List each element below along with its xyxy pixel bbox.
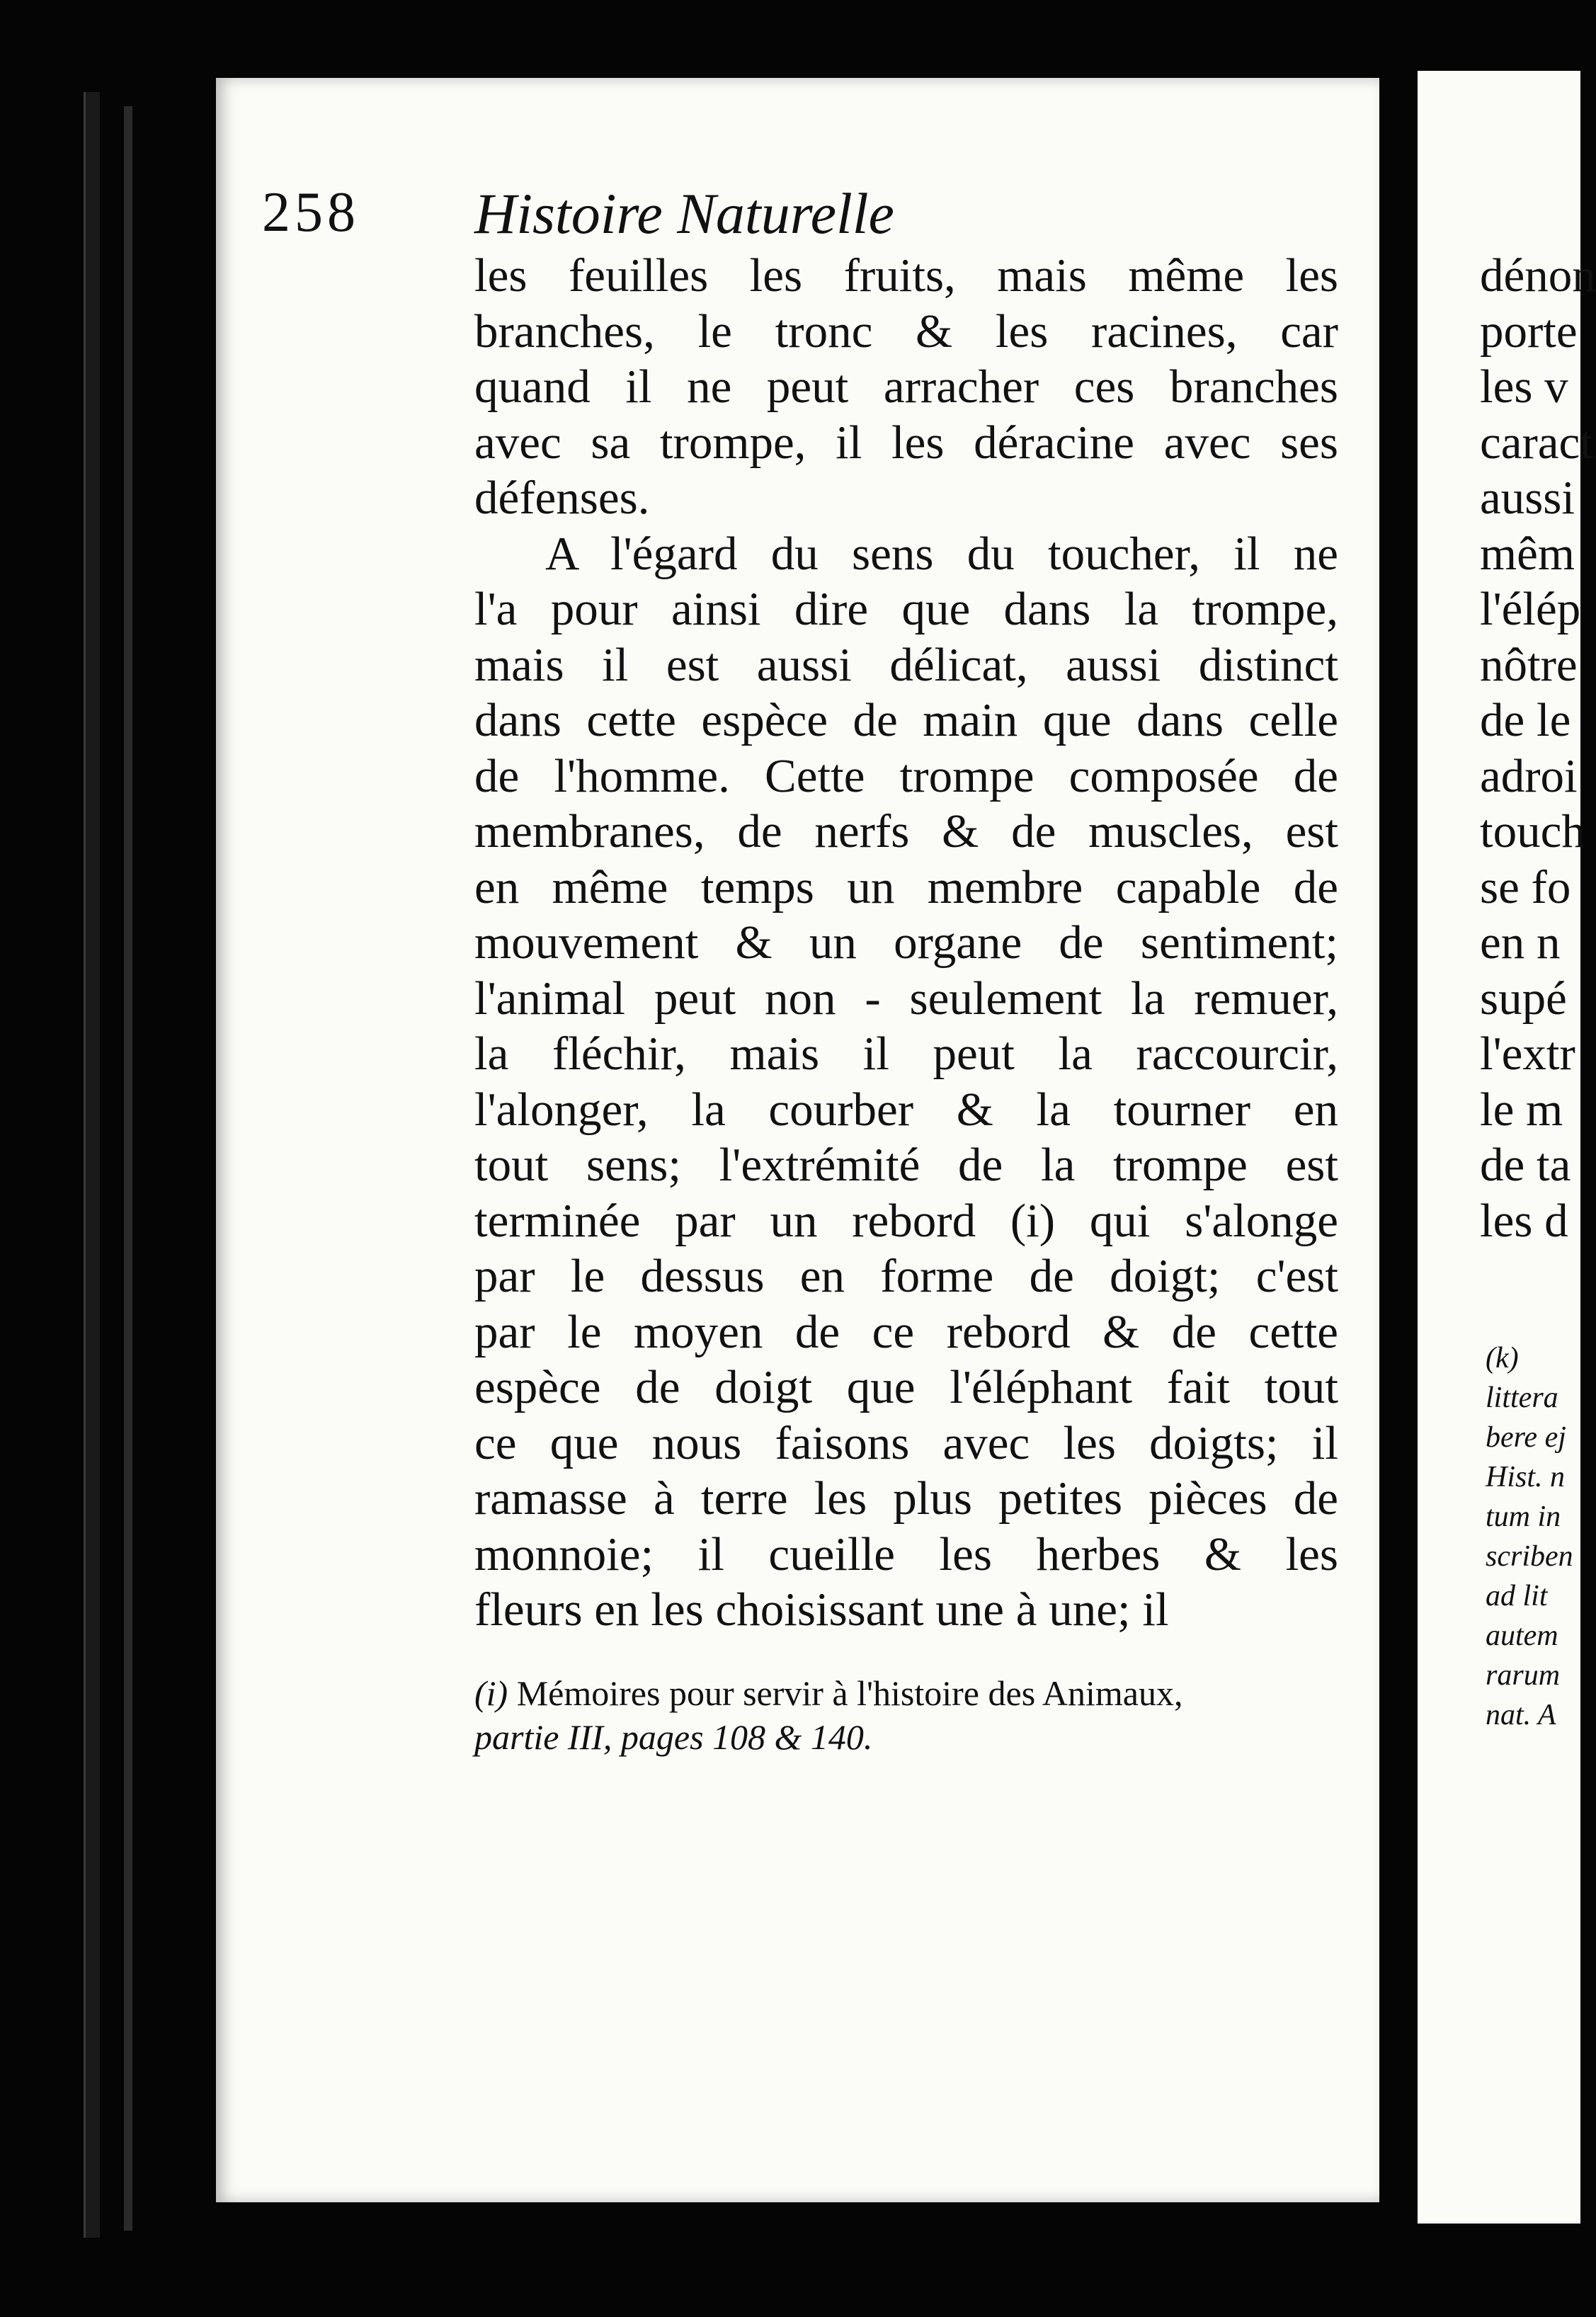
text-line: dans cette espèce de main que dans celle — [474, 694, 1338, 746]
right-text-line: supé — [1480, 972, 1567, 1025]
text-line: ramasse à terre les plus petites pièces de — [474, 1472, 1338, 1525]
text-line: ce que nous faisons avec les doigts; il — [474, 1416, 1338, 1469]
footnote-text: Mémoires pour servir à l'histoire des Animaux, — [516, 1673, 1183, 1713]
right-text-line: en n — [1480, 916, 1561, 969]
right-text-line: nôtre — [1480, 638, 1578, 691]
right-text-line: de le — [1480, 694, 1571, 746]
right-text-line: l'extr — [1480, 1027, 1575, 1080]
text-line: quand il ne peut arracher ces branches — [474, 360, 1338, 413]
right-text-line: caract — [1480, 416, 1593, 469]
running-title: Histoire Naturelle — [474, 181, 894, 246]
text-line: de l'homme. Cette trompe composée de — [474, 749, 1338, 802]
text-line: membranes, de nerfs & de muscles, est — [474, 805, 1338, 858]
right-note-line: littera — [1486, 1382, 1558, 1414]
right-text-line: porte — [1480, 304, 1578, 358]
right-note-line: (k) — [1486, 1342, 1519, 1374]
text-line: la fléchir, mais il peut la raccourcir, — [474, 1027, 1338, 1080]
text-line: mais il est aussi délicat, aussi distinct — [474, 638, 1338, 691]
right-text-line: adroi — [1480, 749, 1578, 802]
text-line: monnoie; il cueille les herbes & les — [474, 1527, 1338, 1581]
page-header — [262, 181, 1182, 251]
right-text-line: l'élép — [1480, 583, 1581, 635]
footnote-mark: (i) — [474, 1673, 508, 1713]
right-note-line: ad lit — [1486, 1580, 1548, 1612]
right-note-line: autem — [1486, 1619, 1558, 1652]
right-text-line: se fo — [1480, 860, 1571, 913]
right-text-line: touch — [1480, 805, 1585, 858]
text-line: défenses. — [474, 472, 650, 524]
body-text — [474, 248, 1338, 1638]
text-line: avec sa trompe, il les déracine avec ses — [474, 416, 1338, 469]
text-line: l'animal peut non - seulement la remuer, — [474, 972, 1338, 1025]
text-line: branches, le tronc & les racines, car — [474, 304, 1338, 358]
right-text-line: aussi — [1480, 472, 1575, 524]
text-line: l'alonger, la courber & la tourner en — [474, 1083, 1338, 1136]
right-note-line: Hist. n — [1486, 1461, 1566, 1493]
text-line: fleurs en les choisissant une à une; il — [474, 1583, 1169, 1636]
right-text-line: les v — [1480, 360, 1568, 413]
text-line: espèce de doigt que l'éléphant fait tout — [474, 1361, 1338, 1413]
text-line: A l'égard du sens du toucher, il ne — [545, 527, 1338, 580]
right-text-line: mêm — [1480, 527, 1575, 580]
page-number: 258 — [262, 181, 360, 244]
right-note-line: nat. A — [1486, 1699, 1556, 1731]
right-note-line: bere ej — [1486, 1421, 1566, 1454]
binding-edge — [84, 92, 100, 2238]
right-page-notes — [1486, 1338, 1578, 1735]
text-line: tout sens; l'extrémité de la trompe est — [474, 1139, 1338, 1191]
binding-shadow — [124, 106, 132, 2231]
footnote — [474, 1671, 1338, 1759]
text-line: par le moyen de ce rebord & de cette — [474, 1305, 1338, 1358]
right-page-text — [1480, 248, 1596, 1248]
text-line: mouvement & un organe de sentiment; — [474, 916, 1338, 969]
right-note-line: tum in — [1486, 1501, 1561, 1533]
text-line: en même temps un membre capable de — [474, 860, 1338, 913]
right-text-line: les d — [1480, 1194, 1568, 1247]
right-note-line: rarum — [1486, 1659, 1561, 1692]
right-text-line: dénon — [1480, 249, 1596, 302]
text-line: par le dessus en forme de doigt; c'est — [474, 1250, 1338, 1302]
footnote-line-1 — [474, 1671, 1338, 1715]
right-text-line: de ta — [1480, 1139, 1571, 1191]
text-line: l'a pour ainsi dire que dans la trompe, — [474, 583, 1338, 635]
text-line: les feuilles les fruits, mais même les — [474, 249, 1338, 302]
footnote-line-2: partie III, pages 108 & 140. — [474, 1717, 873, 1757]
right-text-line: le m — [1480, 1083, 1563, 1136]
right-note-line: scriben — [1486, 1540, 1573, 1573]
text-line: terminée par un rebord (i) qui s'alonge — [474, 1194, 1338, 1247]
